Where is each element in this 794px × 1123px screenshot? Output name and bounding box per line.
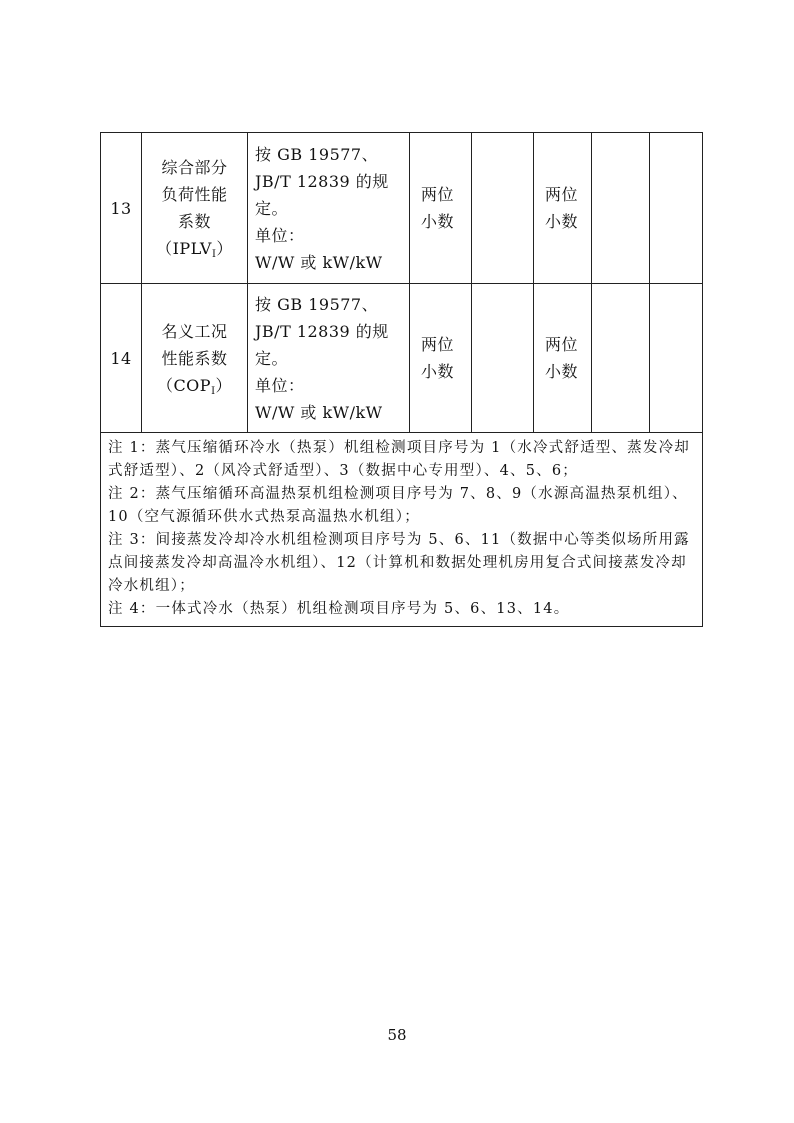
precision-line: 两位 <box>421 185 455 204</box>
note-2: 注 2：蒸气压缩循环高温热泵机组检测项目序号为 7、8、9（水源高温热泵机组）、10（空气源循环供水式热泵高温热水机组）； <box>108 486 688 525</box>
item-name-line: 名义工况 <box>161 321 228 341</box>
requirement-line: 单位： <box>255 225 305 245</box>
requirement-line: 按 GB 19577、 <box>255 294 379 314</box>
requirement-line: W/W 或 kW/kW <box>255 402 383 422</box>
precision-line: 小数 <box>545 212 579 231</box>
symbol-subscript: I <box>211 249 217 260</box>
precision-cell <box>534 284 592 433</box>
symbol-main: （IPLV <box>156 239 212 258</box>
requirement-line: 按 GB 19577、 <box>255 144 379 164</box>
table-row <box>101 133 703 284</box>
precision-line: 两位 <box>545 185 579 204</box>
precision-line: 两位 <box>421 335 455 354</box>
item-name-line: 性能系数 <box>161 348 228 368</box>
page-number: 58 <box>387 1026 407 1044</box>
requirement-line: JB/T 12839 的规 <box>255 321 389 341</box>
note-4: 注 4：一体式冷水（热泵）机组检测项目序号为 5、6、13、14。 <box>108 601 570 617</box>
empty-cell <box>472 284 534 433</box>
empty-cell <box>592 133 650 284</box>
precision-line: 小数 <box>421 362 455 381</box>
requirement-line: 定。 <box>255 348 289 368</box>
table-row <box>101 284 703 433</box>
spec-table <box>100 132 703 627</box>
precision-line: 两位 <box>545 335 579 354</box>
item-name-line: 系数 <box>177 212 211 231</box>
symbol-subscript: I <box>211 385 216 397</box>
item-symbol <box>142 372 247 399</box>
empty-cell <box>592 284 650 433</box>
requirement-line: JB/T 12839 的规 <box>255 171 389 191</box>
item-requirement <box>248 284 410 433</box>
item-number: 13 <box>101 133 142 284</box>
item-name <box>142 284 248 433</box>
note-3: 注 3：间接蒸发冷却冷水机组检测项目序号为 5、6、11（数据中心等类似场所用露点间接蒸发冷却高温冷水机组）、12（计算机和数据处理机房用复合式间接蒸发冷却冷水机组）； <box>108 532 690 594</box>
empty-cell <box>472 133 534 284</box>
item-name-line: 综合部分 <box>161 158 228 177</box>
symbol-main: （COP <box>156 375 212 395</box>
item-symbol <box>142 235 247 262</box>
precision-cell <box>534 133 592 284</box>
notes-cell <box>101 433 703 627</box>
empty-cell <box>650 133 703 284</box>
notes-row <box>101 433 703 627</box>
item-requirement <box>248 133 410 284</box>
requirement-line: 定。 <box>255 198 289 218</box>
precision-cell <box>410 133 472 284</box>
precision-cell <box>410 284 472 433</box>
precision-line: 小数 <box>545 362 579 381</box>
precision-line: 小数 <box>421 212 455 231</box>
item-name-line: 负荷性能 <box>161 185 228 204</box>
item-name <box>142 133 248 284</box>
note-1: 注 1：蒸气压缩循环冷水（热泵）机组检测项目序号为 1（水冷式舒适型、蒸发冷却式舒适型）、2（风冷式舒适型）、3（数据中心专用型）、4、5、6； <box>108 440 690 479</box>
item-number: 14 <box>101 284 142 433</box>
requirement-line: 单位： <box>255 375 305 395</box>
symbol-end: ） <box>215 375 233 395</box>
empty-cell <box>650 284 703 433</box>
symbol-end: ） <box>216 239 233 258</box>
requirement-line: W/W 或 kW/kW <box>255 252 383 272</box>
